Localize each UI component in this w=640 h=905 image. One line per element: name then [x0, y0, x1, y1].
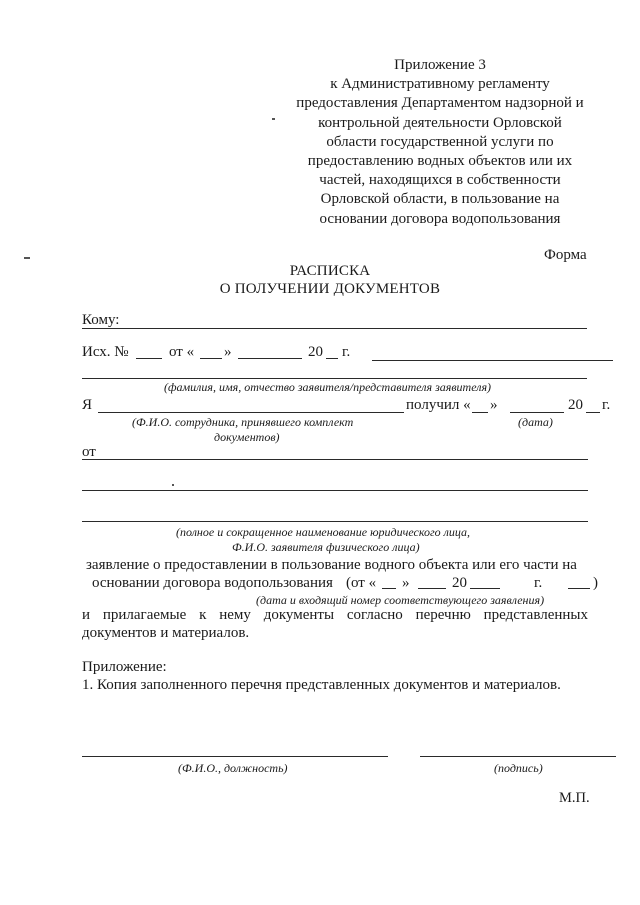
annex-line: Орловской области, в пользование на	[320, 191, 560, 208]
signature-fio-field[interactable]	[82, 756, 388, 757]
received-year-field[interactable]	[586, 412, 600, 413]
ref-year-suffix: г.	[342, 344, 351, 360]
appendix-heading: Приложение:	[82, 659, 167, 675]
scan-speck	[24, 257, 30, 259]
signature-fio-caption: (Ф.И.О., должность)	[178, 761, 288, 775]
annex-line: Приложение 3	[394, 57, 486, 73]
annex-line: предоставления Департаментом надзорной и	[296, 95, 584, 112]
ref-ot-label: от «	[169, 344, 195, 360]
annex-line: области государственной услуги по	[326, 133, 554, 150]
ref-close-quote: »	[224, 344, 232, 360]
from-line-2[interactable]	[82, 490, 588, 491]
received-close-quote: »	[490, 397, 498, 413]
ish-label: Исх. №	[82, 344, 129, 360]
annex-line: частей, находящихся в собственности	[319, 172, 561, 189]
app-number-field[interactable]	[568, 588, 590, 589]
from-caption-line2: Ф.И.О. заявителя физического лица)	[232, 540, 420, 554]
ish-number-field[interactable]	[136, 358, 162, 359]
applicant-fio-caption: (фамилия, имя, отчество заявителя/представителя заявителя)	[164, 380, 492, 394]
employee-fio-field[interactable]	[98, 412, 404, 413]
from-caption-line1: (полное и сокращенное наименование юридического лица,	[176, 525, 471, 539]
body-line2-g: г.	[534, 575, 543, 591]
applicant-fio-field[interactable]	[82, 378, 587, 379]
employee-caption-line2: документов)	[214, 430, 280, 444]
app-month-field[interactable]	[418, 588, 446, 589]
stamp-place-label: М.П.	[559, 790, 590, 806]
annex-line: к Административному регламенту	[330, 76, 550, 93]
ya-label: Я	[82, 397, 93, 413]
received-year-prefix: 20	[568, 397, 583, 413]
body-paragraph-line2: документов и материалов.	[82, 625, 250, 641]
from-line-3[interactable]	[82, 521, 588, 522]
received-year-suffix: г.	[602, 397, 611, 413]
annex-line: основании договора водопользования	[319, 210, 561, 227]
body-line2-text: основании договора водопользования	[92, 575, 333, 591]
app-day-field[interactable]	[382, 588, 396, 589]
signature-sign-field[interactable]	[420, 756, 616, 757]
body-line1: заявление о предоставлении в пользование водного объекта или его части на	[86, 557, 577, 573]
body-line2-paren: )	[593, 575, 598, 591]
form-label: Форма	[544, 247, 587, 263]
document-subtitle: О ПОЛУЧЕНИИ ДОКУМЕНТОВ	[219, 281, 441, 297]
annex-line: контрольной деятельности Орловской	[318, 114, 562, 131]
ref-day-field[interactable]	[200, 358, 222, 359]
signature-sign-caption: (подпись)	[494, 761, 543, 775]
scan-speck	[272, 118, 275, 120]
received-label: получил «	[406, 397, 471, 413]
komu-underline[interactable]	[82, 328, 587, 329]
received-day-field[interactable]	[472, 412, 488, 413]
appendix-item-1: 1. Копия заполненного перечня представленных документов и материалов.	[82, 677, 561, 693]
komu-label: Кому:	[82, 312, 120, 328]
from-label: от	[82, 444, 96, 460]
body-paragraph-line1: и прилагаемые к нему документы согласно перечню представленных	[82, 607, 588, 623]
received-month-field[interactable]	[510, 412, 564, 413]
body-line2-ot: (от «	[346, 575, 377, 591]
ref-year-prefix: 20	[308, 344, 323, 360]
employee-caption-line1: (Ф.И.О. сотрудника, принявшего комплект	[132, 415, 354, 429]
annex-header	[290, 56, 590, 229]
ref-month-field[interactable]	[238, 358, 302, 359]
from-line-1[interactable]	[82, 459, 588, 460]
application-date-caption: (дата и входящий номер соответствующего заявления)	[256, 593, 545, 607]
app-year-field[interactable]	[470, 588, 500, 589]
document-title: РАСПИСКА	[289, 263, 371, 279]
annex-line: предоставлению водных объектов или их	[307, 153, 573, 170]
ref-year-field[interactable]	[326, 358, 338, 359]
ref-recipient-field[interactable]	[372, 360, 613, 361]
scan-speck	[172, 484, 174, 486]
body-line2-close-quote: »	[402, 575, 410, 591]
received-date-caption: (дата)	[518, 415, 553, 429]
body-line2-year: 20	[452, 575, 467, 591]
